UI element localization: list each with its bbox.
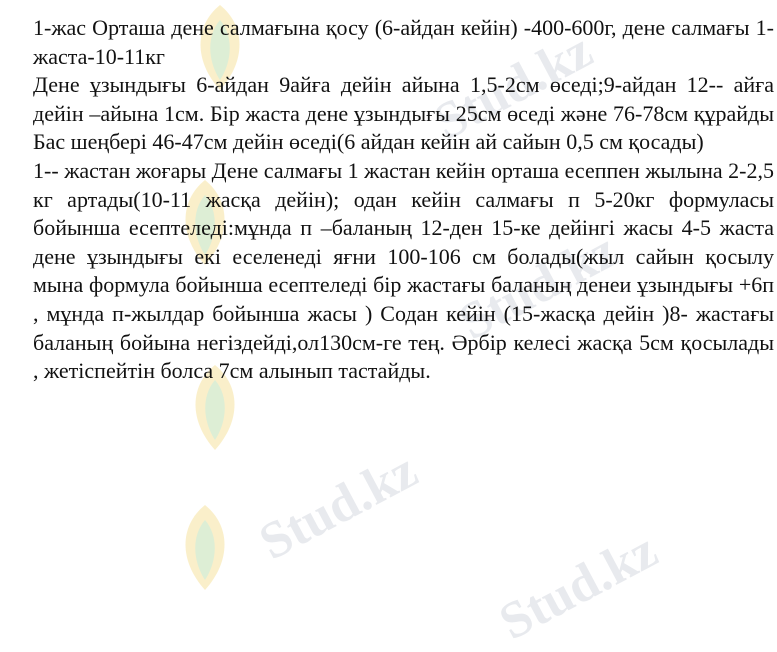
- watermark-text-1: Stud.kz: [425, 21, 602, 152]
- paragraph-over-1-year: 1-- жастан жоғары Дене салмағы 1 жастан кейін орташа есеппен жылына 2-2,5 кг артады(10-11 жасқа дейін); одан кейін салмағы п 5-20кг формуласы бойынша есептеледі:мұнда п –баланың 12-ден 15-ке дейінгі жасы 4-5 жаста дене ұзындығы екі еселенеді яғни 100-106 см болады(жыл сайын қосылу мына формула бойынша есептеледі бір жастағы баланың денеи ұзындығы +6п , мұнда п-жылдар бойынша жасы ) Содан кейін (15-жасқа дейін )8- жастағы баланың бойына негіздейді,ол130см-ге тең. Әрбір келесі жасқа 5см қосылады , жетіспейтін болса 7см алынып тастайды.: [33, 157, 774, 384]
- paragraph-age-1: 1-жас Орташа дене салмағына қосу (6-айдан кейін) -400-600г, дене салмағы 1-жаста-10-11кг: [33, 15, 774, 69]
- paragraph-body-length: Дене ұзындығы 6-айдан 9айға дейін айына 1,5-2см өседі;9-айдан 12-- айға дейін –айына 1см. Бір жаста дене ұзындығы 25см өседі және 76-78см құрайды Бас шеңбері 46-47см дейін өседі(6 айдан кейін ай сайын 0,5 см қосады): [33, 72, 774, 155]
- watermark-text-2: Stud.kz: [450, 221, 627, 352]
- watermark-text-4: Stud.kz: [490, 521, 667, 652]
- watermark-text-3: Stud.kz: [250, 441, 427, 572]
- document-body: [33, 14, 774, 386]
- watermark-logo-icon: [170, 500, 240, 595]
